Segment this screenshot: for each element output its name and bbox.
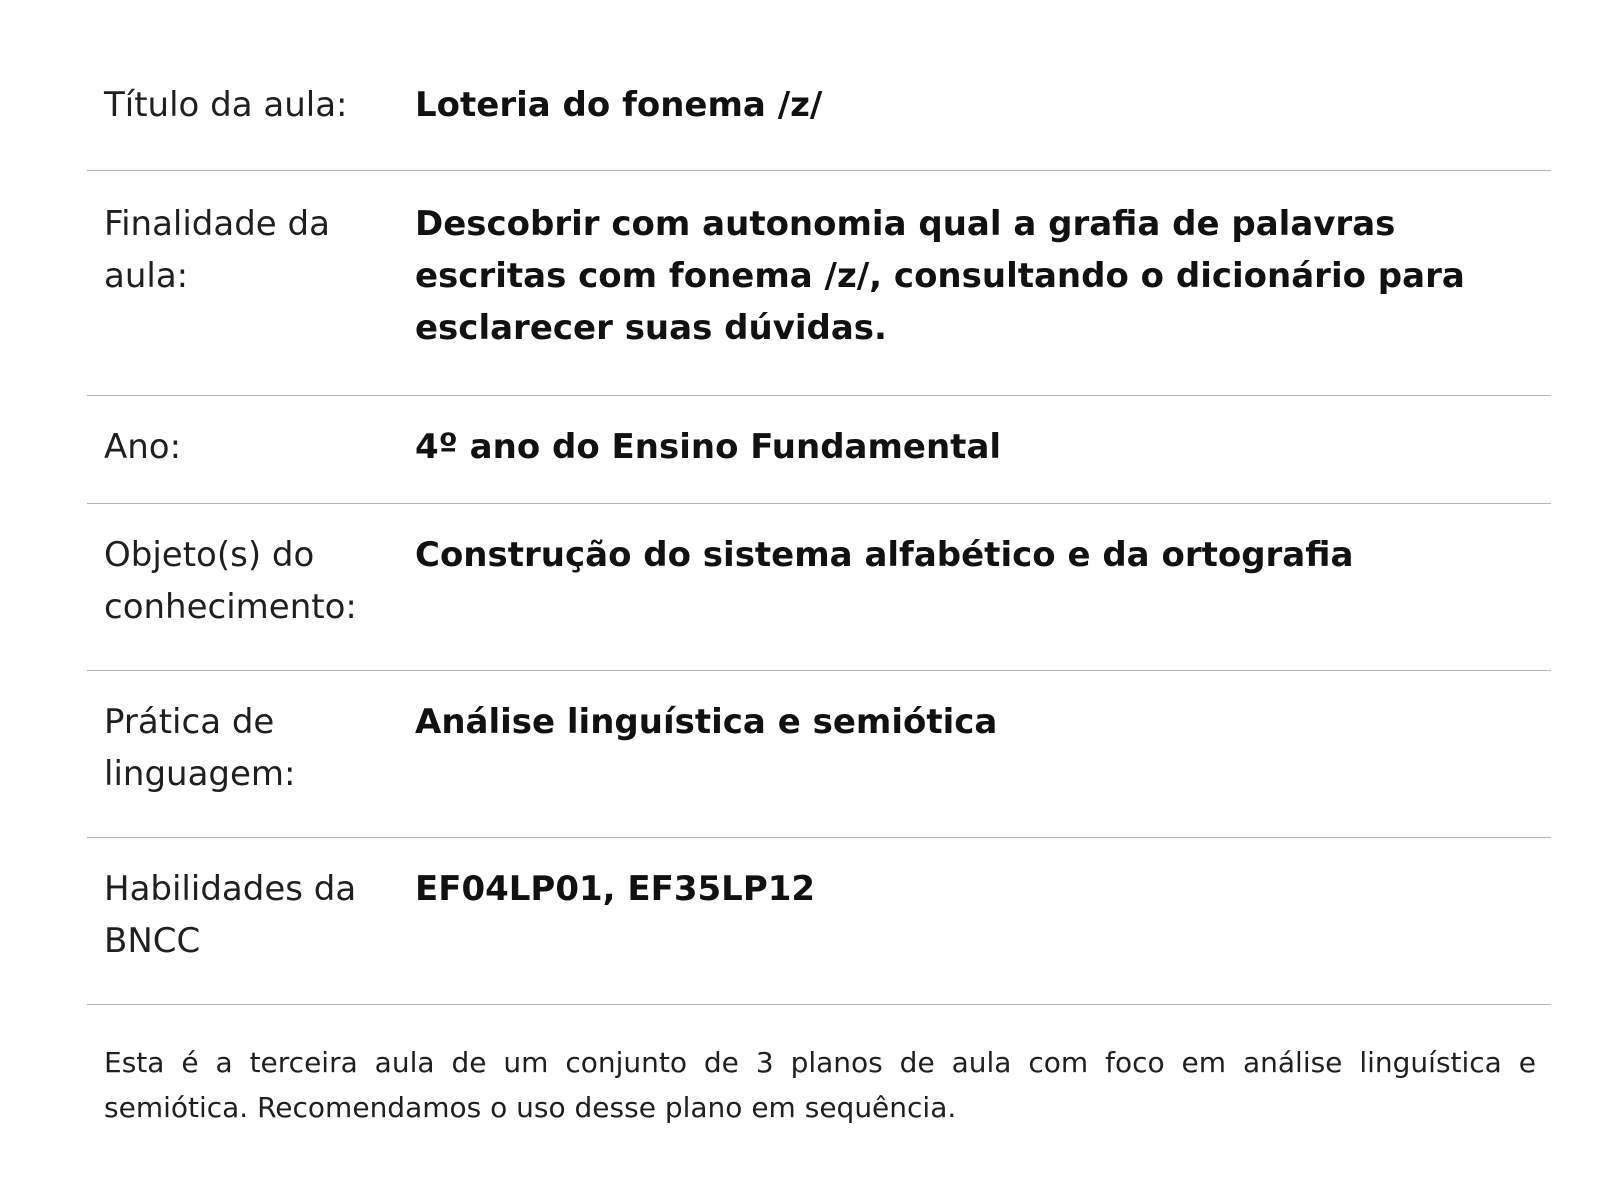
school-year-value: 4º ano do Ensino Fundamental: [415, 427, 1002, 467]
knowledge-objects-label: Objeto(s) do conhecimento:: [104, 535, 357, 627]
lesson-plan-table: [87, 54, 1551, 1005]
lesson-purpose-value: Descobrir com autonomia qual a grafia de palavras escritas com fonema /z/, consultando o dicionário para esclarecer suas dúvidas.: [415, 204, 1465, 348]
lesson-title-value: Loteria do fonema /z/: [415, 85, 823, 125]
row-lesson-title: [87, 54, 1551, 171]
knowledge-objects-value: Construção do sistema alfabético e da ortografia: [415, 535, 1354, 575]
language-practice-label: Prática de linguagem:: [104, 702, 296, 794]
sequence-note: Esta é a terceira aula de um conjunto de 3 planos de aula com foco em análise linguística e semiótica. Recomendamos o uso desse plano em sequência.: [104, 1046, 1536, 1124]
language-practice-value: Análise linguística e semiótica: [415, 702, 998, 742]
lesson-title-label: Título da aula:: [104, 85, 348, 125]
bncc-skills-value: EF04LP01, EF35LP12: [415, 869, 816, 909]
row-school-year: [87, 396, 1551, 504]
school-year-label: Ano:: [104, 427, 182, 467]
bncc-skills-label: Habilidades da BNCC: [104, 869, 357, 961]
row-language-practice: [87, 671, 1551, 838]
row-lesson-purpose: [87, 171, 1551, 396]
row-bncc-skills: [87, 838, 1551, 1005]
row-knowledge-objects: [87, 504, 1551, 671]
lesson-purpose-label: Finalidade da aula:: [104, 204, 330, 296]
